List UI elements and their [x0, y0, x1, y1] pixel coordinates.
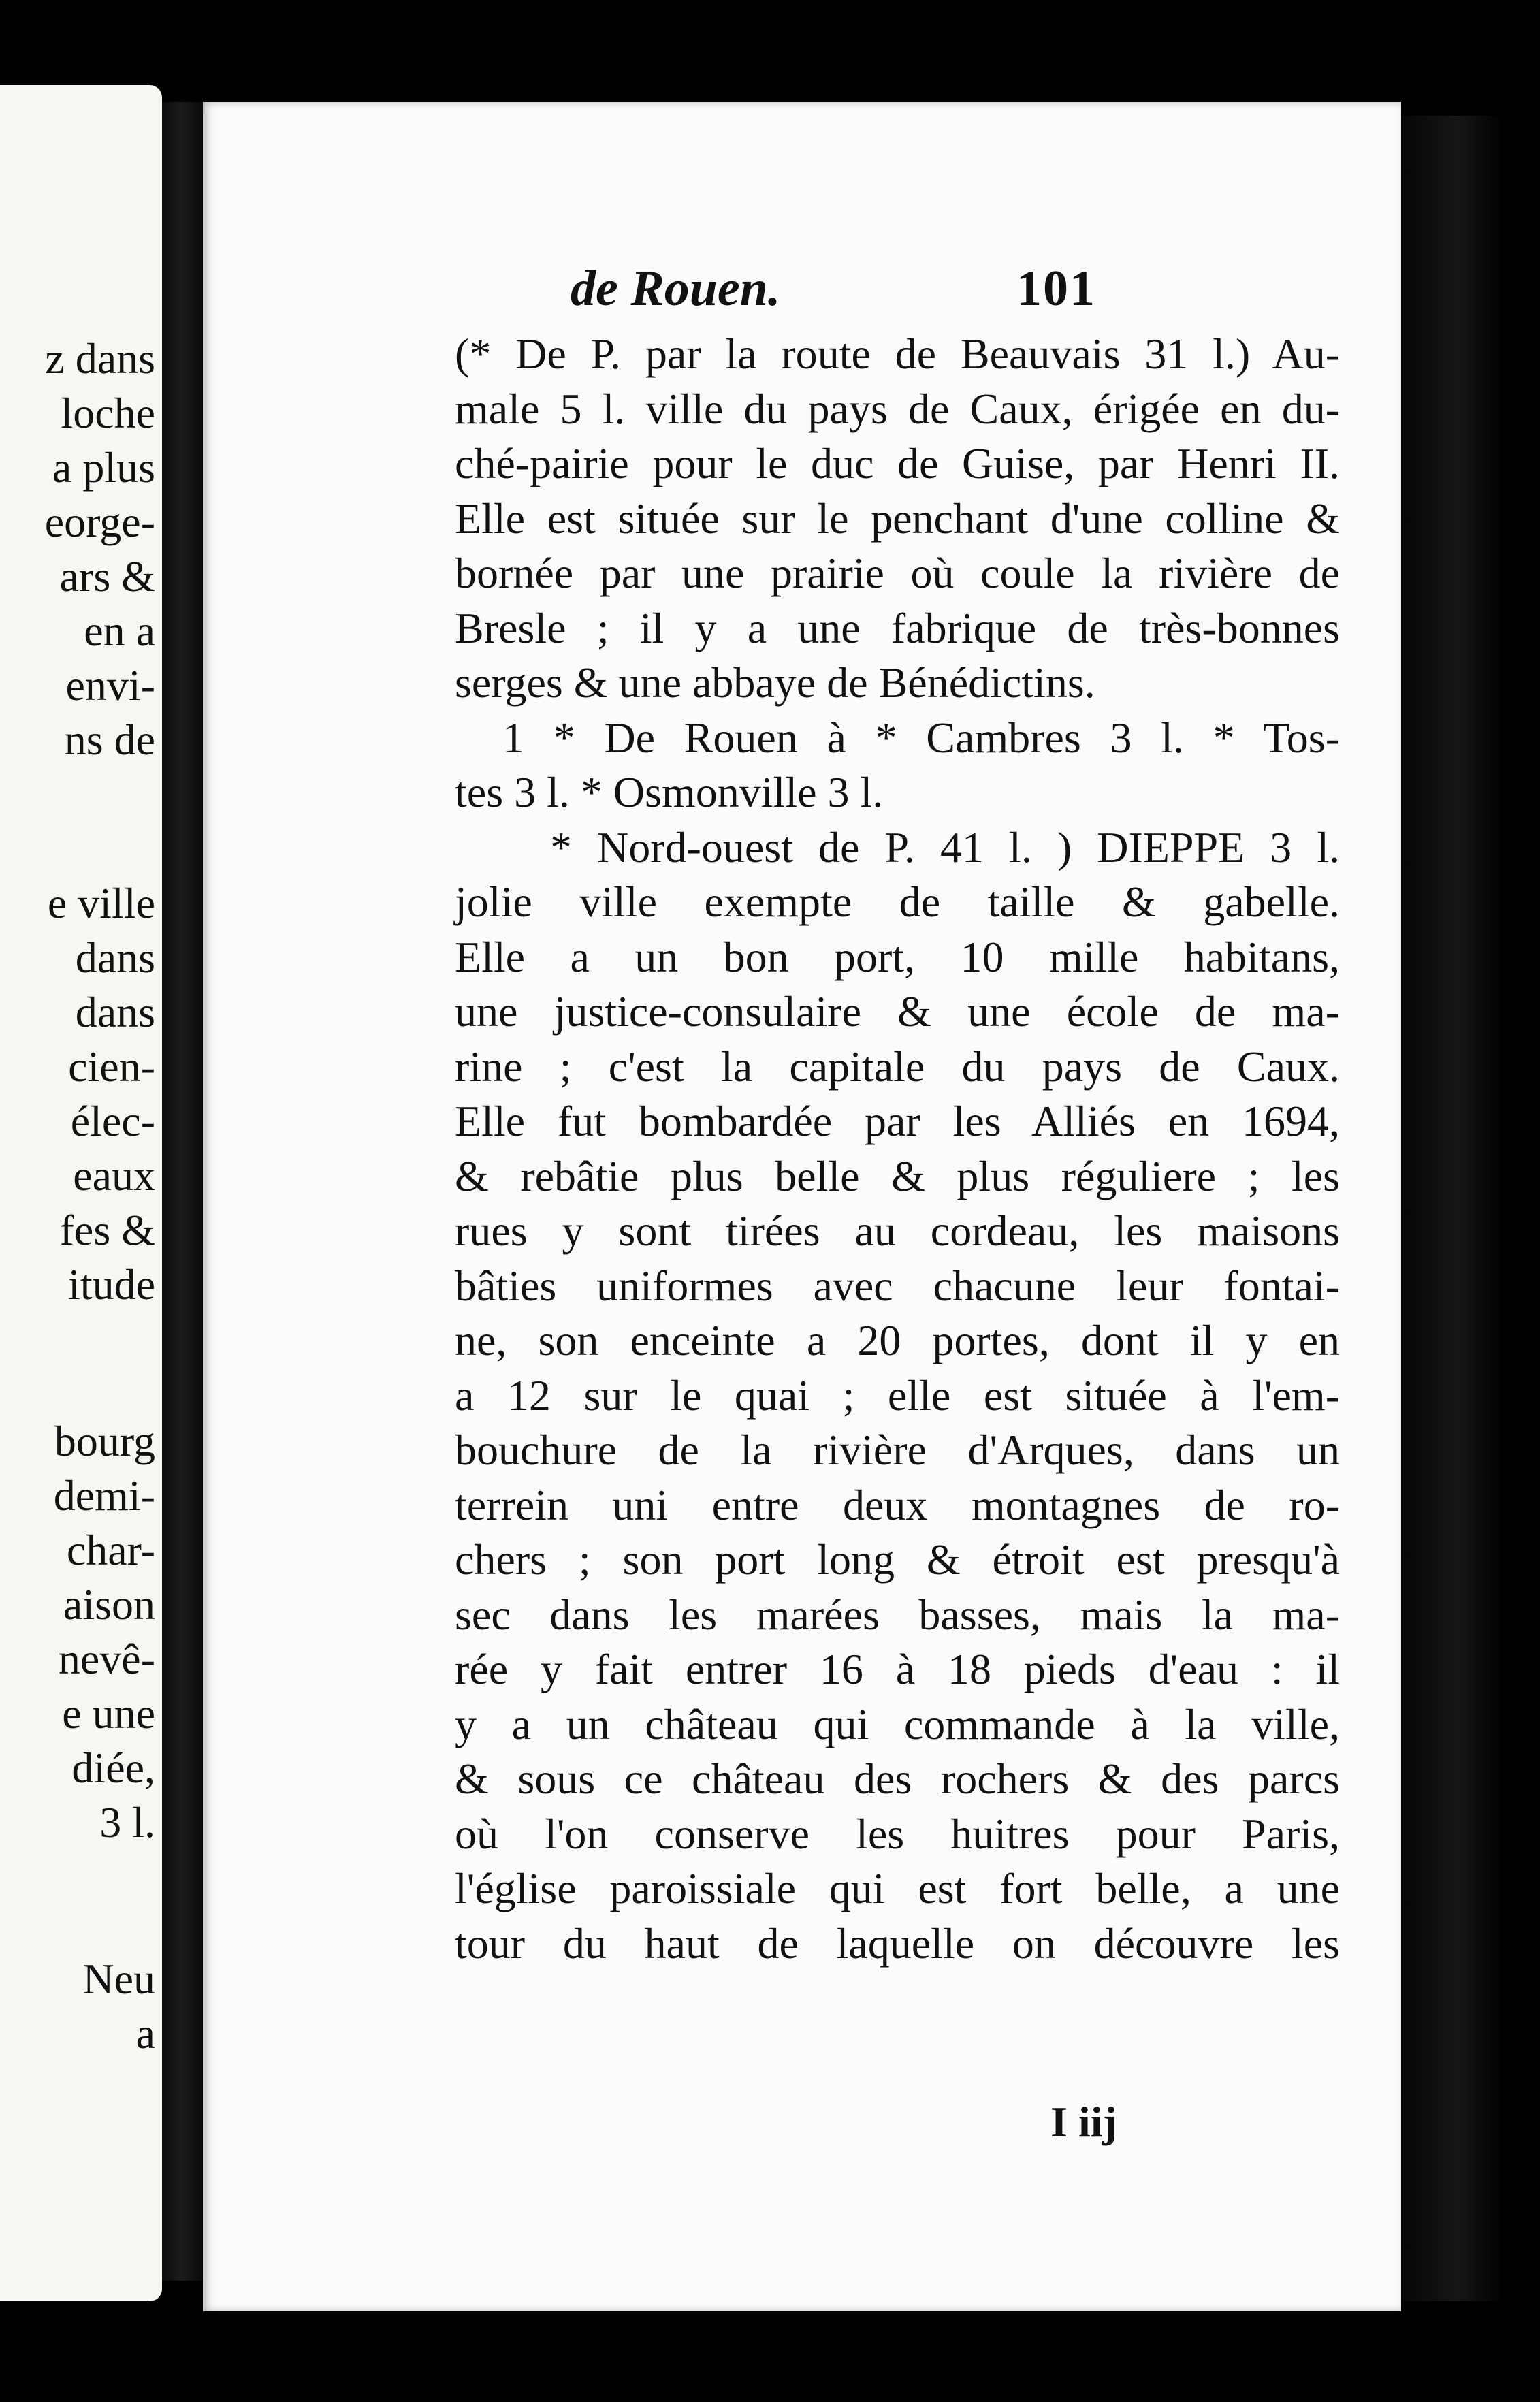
- text-line: jolie ville exempte de taille & gabelle.: [455, 878, 1340, 926]
- text-line: où l'on conserve les huitres pour Paris,: [455, 1809, 1340, 1858]
- text-line: & rebâtie plus belle & plus réguliere ; les: [455, 1151, 1340, 1200]
- text-line: rues y sont tirées au cordeau, les maisons: [455, 1206, 1340, 1255]
- text-line: l'église paroissiale qui est fort belle, a une: [455, 1864, 1340, 1912]
- running-title: de Rouen.: [571, 261, 781, 317]
- book-right-edge: [1401, 116, 1503, 2301]
- text-line: male 5 l. ville du pays de Caux, érigée en du-: [455, 384, 1340, 433]
- left-page-fragment: cien-: [68, 1042, 155, 1091]
- left-page-fragment: nevê-: [58, 1635, 155, 1683]
- text-line: a 12 sur le quai ; elle est située à l'em-: [455, 1371, 1340, 1420]
- left-page-fragment: ars &: [59, 552, 155, 600]
- left-page-fragment: a plus: [52, 443, 155, 492]
- text-line: Elle est située sur le penchant d'une colline &: [455, 494, 1340, 543]
- left-page-fragment: Neu: [82, 1955, 155, 2003]
- text-line: tes 3 l. * Osmonville 3 l.: [455, 768, 884, 816]
- book-page: [203, 102, 1401, 2311]
- text-line: (* De P. par la route de Beauvais 31 l.) Au-: [455, 330, 1340, 378]
- left-page-fragment: char-: [66, 1526, 155, 1574]
- text-line: y a un château qui commande à la ville,: [455, 1699, 1340, 1748]
- left-page-fragment: e une: [62, 1689, 155, 1738]
- text-line: terrein uni entre deux montagnes de ro-: [455, 1480, 1340, 1529]
- left-page-fragment: ns de: [64, 716, 155, 764]
- left-page-fragment: eorge-: [44, 498, 155, 546]
- text-line: bâties uniformes avec chacune leur fontai-: [455, 1261, 1340, 1310]
- text-line: rine ; c'est la capitale du pays de Caux.: [455, 1042, 1340, 1091]
- left-page-fragment: en a: [84, 607, 155, 655]
- page-body-text: [455, 327, 1340, 1971]
- text-line: bornée par une prairie où coule la rivière de: [455, 549, 1340, 597]
- text-line: sec dans les marées basses, mais la ma-: [455, 1590, 1340, 1639]
- left-page-fragment: dans: [75, 933, 155, 982]
- text-line: chers ; son port long & étroit est presqu'à: [455, 1535, 1340, 1584]
- text-line: & sous ce château des rochers & des parcs: [455, 1755, 1340, 1803]
- left-page-fragment: e ville: [47, 879, 155, 927]
- left-page-fragment: a: [135, 2009, 155, 2057]
- left-facing-page: [0, 85, 162, 2301]
- left-page-fragment: 3 l.: [99, 1798, 155, 1846]
- left-page-fragment: z dans: [45, 334, 155, 383]
- text-line: Elle a un bon port, 10 mille habitans,: [455, 932, 1340, 981]
- left-page-fragment: envi-: [65, 661, 155, 709]
- left-page-fragment: dans: [75, 988, 155, 1036]
- text-line: bouchure de la rivière d'Arques, dans un: [455, 1426, 1340, 1474]
- text-line: * Nord-ouest de P. 41 l. ) DIEPPE 3 l.: [550, 822, 1340, 871]
- left-page-fragment: aison: [63, 1580, 155, 1629]
- text-line: ché-pairie pour le duc de Guise, par Henri II.: [455, 439, 1340, 487]
- text-line: Elle fut bombardée par les Alliés en 1694,: [455, 1097, 1340, 1145]
- left-page-fragment: loche: [61, 389, 155, 437]
- text-line: rée y fait entrer 16 à 18 pieds d'eau : il: [455, 1645, 1340, 1693]
- text-line: ne, son enceinte a 20 portes, dont il y en: [455, 1316, 1340, 1364]
- left-page-fragment: bourg: [54, 1417, 155, 1465]
- text-line: Bresle ; il y a une fabrique de très-bonnes: [455, 603, 1340, 652]
- signature-mark: I iij: [1050, 2098, 1117, 2146]
- text-line: 1 * De Rouen à * Cambres 3 l. * Tos-: [502, 713, 1340, 762]
- left-page-fragment: demi-: [53, 1471, 155, 1520]
- text-line: serges & une abbaye de Bénédictins.: [455, 658, 1095, 707]
- left-page-fragment: itude: [68, 1260, 155, 1309]
- left-page-fragment: diée,: [71, 1744, 155, 1792]
- text-line: une justice-consulaire & une école de ma-: [455, 987, 1340, 1036]
- text-line: tour du haut de laquelle on découvre les: [455, 1919, 1340, 1968]
- left-page-fragment: élec-: [70, 1097, 155, 1145]
- page-number: 101: [1016, 261, 1096, 317]
- left-page-fragment: eaux: [73, 1151, 155, 1200]
- left-page-fragment: fes &: [59, 1206, 155, 1254]
- page-header: [203, 260, 1401, 335]
